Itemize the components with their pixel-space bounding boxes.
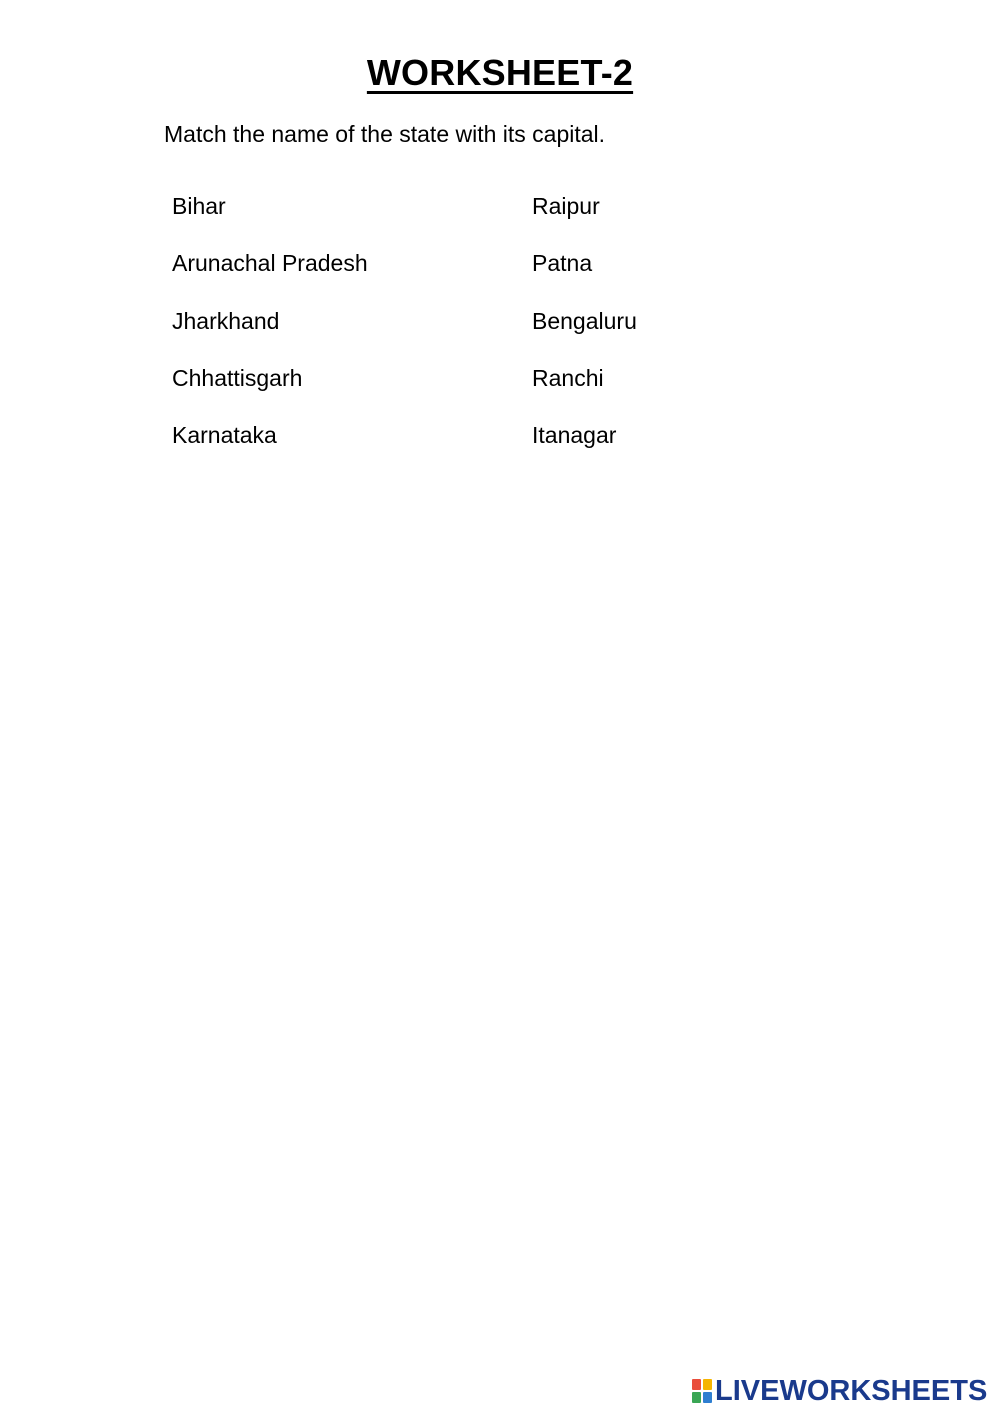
state-item[interactable]: Jharkhand <box>172 307 280 334</box>
instruction-text: Match the name of the state with its capital. <box>164 121 606 147</box>
capitals-column <box>532 191 637 477</box>
state-item[interactable]: Bihar <box>172 193 226 219</box>
worksheet-title: WORKSHEET-2 <box>366 52 634 93</box>
capital-item[interactable]: Bengaluru <box>532 307 637 334</box>
state-item[interactable]: Chhattisgarh <box>172 364 303 391</box>
states-column <box>172 191 368 477</box>
liveworksheets-logo-icon <box>692 1379 712 1403</box>
capital-item[interactable]: Itanagar <box>532 422 617 448</box>
logo-text: LIVEWORKSHEETS <box>715 1375 988 1407</box>
state-item[interactable]: Arunachal Pradesh <box>172 250 368 277</box>
state-item[interactable]: Karnataka <box>172 422 277 448</box>
capital-item[interactable]: Raipur <box>532 193 600 219</box>
capital-item[interactable]: Ranchi <box>532 364 604 391</box>
capital-item[interactable]: Patna <box>532 250 593 277</box>
liveworksheets-logo[interactable] <box>692 1374 987 1408</box>
